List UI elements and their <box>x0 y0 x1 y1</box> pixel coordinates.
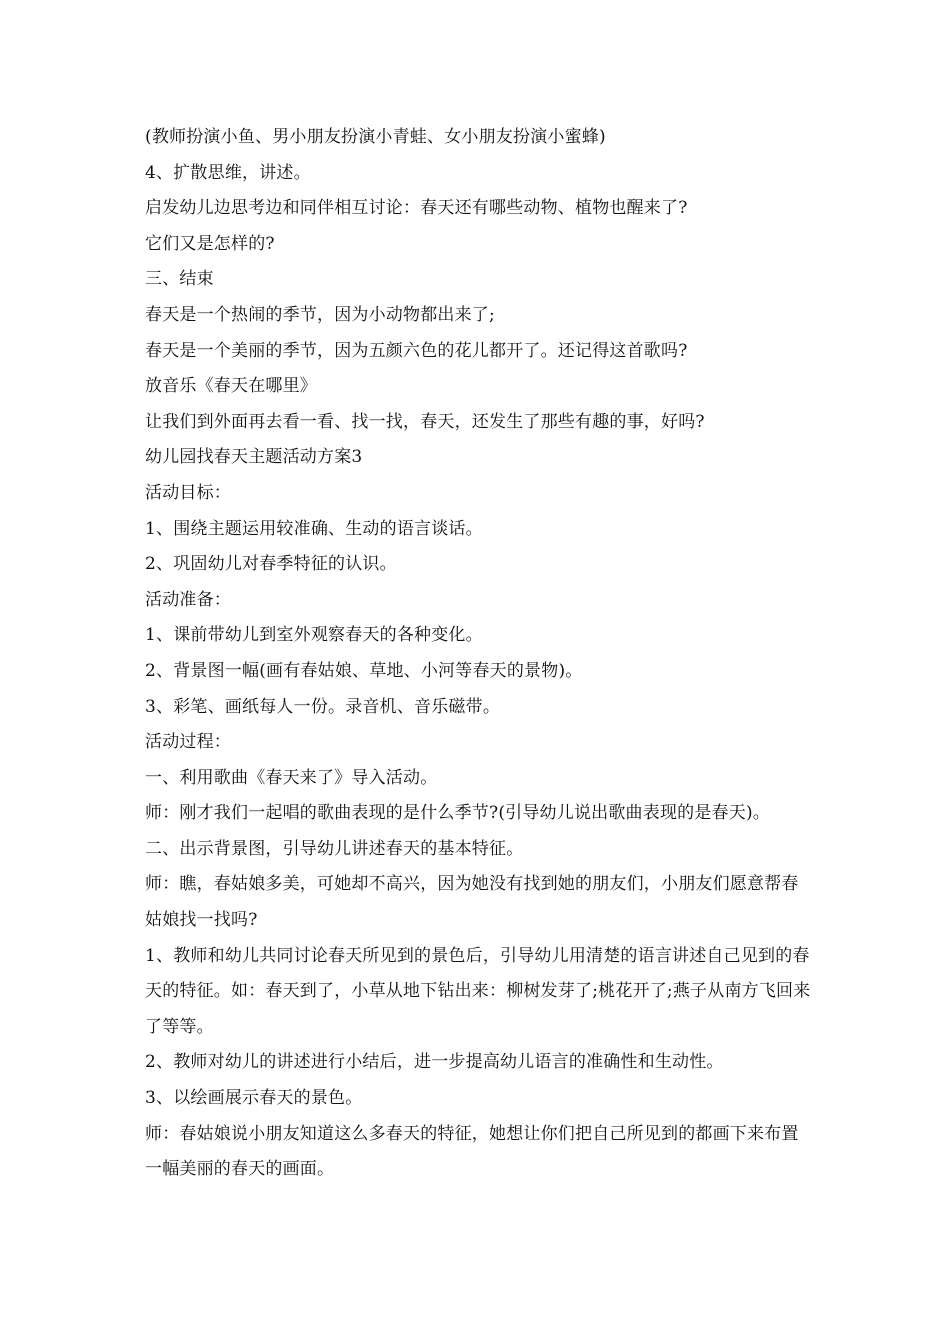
paragraph: 它们又是怎样的? <box>145 233 275 254</box>
list-item: 2、教师对幼儿的讲述进行小结后，进一步提高幼儿语言的准确性和生动性。 <box>145 1052 724 1073</box>
step-heading: 一、利用歌曲《春天来了》导入活动。 <box>145 767 438 788</box>
list-item: 1、课前带幼儿到室外观察春天的各种变化。 <box>145 625 483 646</box>
paragraph: 师：瞧，春姑娘多美，可她却不高兴，因为她没有找到她的朋友们，小朋友们愿意帮春姑娘找一找吗? <box>145 874 799 931</box>
paragraph: 4、扩散思维，讲述。 <box>145 162 311 183</box>
section-heading: 活动准备： <box>145 589 231 610</box>
paragraph: 师：春姑娘说小朋友知道这么多春天的特征，她想让你们把自己所见到的都画下来布置一幅美丽的春天的画面。 <box>145 1123 799 1180</box>
document-section-title: 幼儿园找春天主题活动方案3 <box>145 447 363 468</box>
document-body <box>145 120 815 1188</box>
list-item: 1、围绕主题运用较准确、生动的语言谈话。 <box>145 518 483 539</box>
list-item: 3、彩笔、画纸每人一份。录音机、音乐磁带。 <box>145 696 501 717</box>
paragraph: (教师扮演小鱼、男小朋友扮演小青蛙、女小朋友扮演小蜜蜂) <box>145 127 606 147</box>
paragraph: 让我们到外面再去看一看、找一找，春天，还发生了那些有趣的事，好吗? <box>145 411 705 432</box>
list-item: 3、以绘画展示春天的景色。 <box>145 1088 363 1109</box>
paragraph: 春天是一个热闹的季节，因为小动物都出来了; <box>145 304 495 325</box>
step-heading: 二、出示背景图，引导幼儿讲述春天的基本特征。 <box>145 838 524 859</box>
list-item: 1、教师和幼儿共同讨论春天所见到的景色后，引导幼儿用清楚的语言讲述自己见到的春天的特征。如：春天到了，小草从地下钻出来：柳树发芽了;桃花开了;燕子从南方飞回来了等等。 <box>145 945 811 1037</box>
paragraph: 启发幼儿边思考边和同伴相互讨论：春天还有哪些动物、植物也醒来了? <box>145 198 688 219</box>
section-heading: 三、结束 <box>145 269 214 290</box>
paragraph: 春天是一个美丽的季节，因为五颜六色的花儿都开了。还记得这首歌吗? <box>145 340 688 361</box>
section-heading: 活动目标： <box>145 482 231 503</box>
paragraph: 师：刚才我们一起唱的歌曲表现的是什么季节?(引导幼儿说出歌曲表现的是春天)。 <box>145 803 770 824</box>
list-item: 2、巩固幼儿对春季特征的认识。 <box>145 554 397 575</box>
list-item: 2、背景图一幅(画有春姑娘、草地、小河等春天的景物)。 <box>145 660 583 681</box>
section-heading: 活动过程： <box>145 732 231 753</box>
paragraph: 放音乐《春天在哪里》 <box>145 376 317 397</box>
